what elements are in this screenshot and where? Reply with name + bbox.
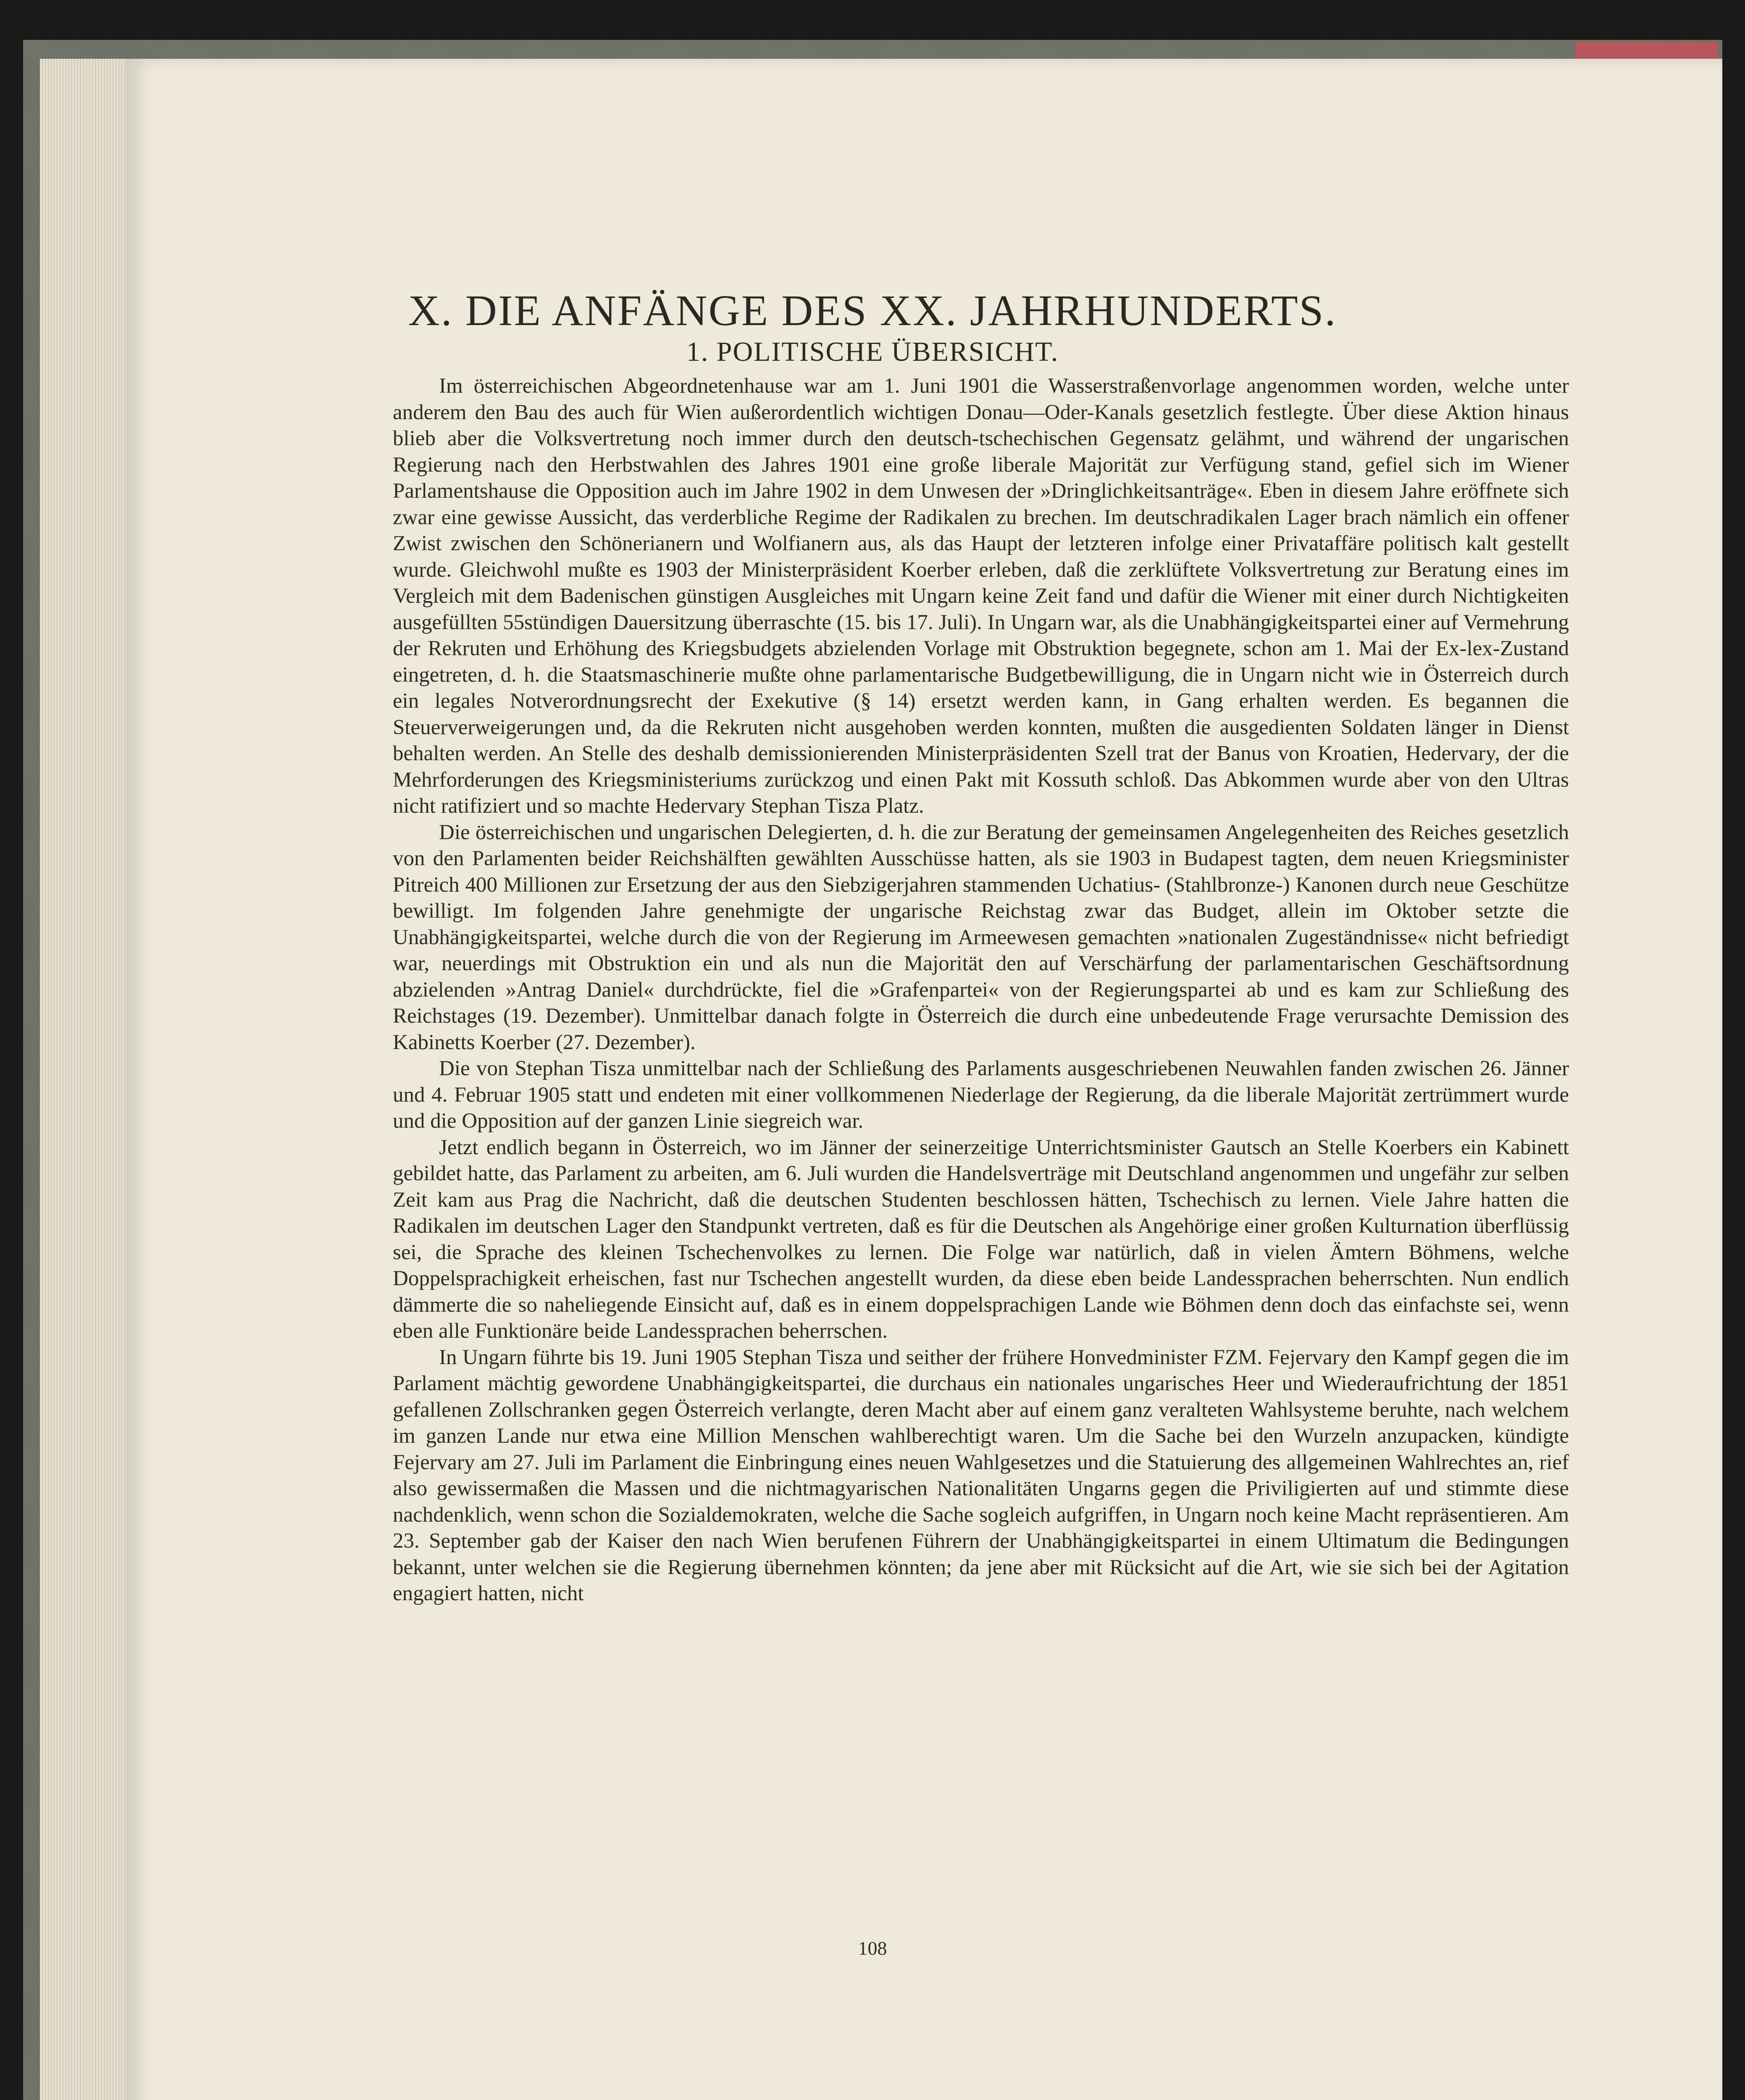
paragraph-4: Jetzt endlich begann in Österreich, wo im Jänner der seinerzeitige Unterrichtsminister Gautsch an Stelle Koerbers ein Kabinett gebildet hatte, das Parlament zu arbeiten, am 6. Juli wurden die Handelsverträge mit Deutschland angenommen und ungefähr zur selben Zeit kam aus Prag die Nachricht, daß die deutschen Studenten beschlossen hätten, Tschechisch zu lernen. Viele Jahre hatten die Radikalen im deutschen Lager den Standpunkt vertreten, daß es für die Deutschen als Angehörige einer großen Kulturnation überflüssig sei, die Sprache des kleinen Tschechenvolkes zu lernen. Die Folge war natürlich, daß in vielen Ämtern Böhmens, welche Doppelsprachigkeit erheischen, fast nur Tschechen angestellt wurden, da diese eben beide Landessprachen beherrschten. Nun endlich dämmerte die so naheliegende Einsicht auf, daß es in einem doppelsprachigen Lande wie Böhmen denn doch das einfachste sei, wenn eben alle Funktionäre beide Landessprachen beherrschen. <box>393 1135 1569 1343</box>
section-title: 1. POLITISCHE ÜBERSICHT. <box>686 336 1059 367</box>
paragraph-5: In Ungarn führte bis 19. Juni 1905 Stephan Tisza und seither der frühere Honvedminister FZM. Fejervary den Kampf gegen die im Parlament mächtig gewordene Unabhängigkeitspartei, die durchaus ein nationales ungarisches Heer und Wiederaufrichtung der 1851 gefallenen Zollschranken gegen Österreich verlangte, deren Macht aber auf einem ganz veralteten Wahlsysteme beruhte, nach welchem im ganzen Lande nur etwa eine Million Menschen wahlberechtigt waren. Um die Sache bei den Wurzeln anzupacken, kündigte Fejervary am 27. Juli im Parlament die Einbringung eines neuen Wahlgesetzes und die Statuierung des allgemeinen Wahlrechtes an, rief also gewissermaßen die Massen und die nichtmagyarischen Nationalitäten Ungarns gegen die Priviligierten auf und stimmte diese nachdenklich, wenn schon die Sozialdemokraten, welche die Sache sogleich aufgriffen, in Ungarn noch keine Macht repräsentieren. Am 23. September gab der Kaiser den nach Wien berufenen Führern der Unabhängigkeitspartei in einem Ultimatum die Bedingungen bekannt, unter welchen sie die Regierung übernehmen könnten; da jene aber mit Rücksicht auf die Art, wie sie sich bei der Agitation engagiert hatten, nicht <box>393 1345 1569 1605</box>
paragraph-2: Die österreichischen und ungarischen Delegierten, d. h. die zur Beratung der gemeinsamen Angelegenheiten des Reiches gesetzlich von den Parlamenten beider Reichshälften gewählten Ausschüsse hatten, als sie 1903 in Budapest tagten, dem neuen Kriegsminister Pitreich 400 Millionen zur Ersetzung der aus den Siebzigerjahren stammenden Uchatius- (Stahlbronze-) Kanonen durch neue Geschütze bewilligt. Im folgenden Jahre genehmigte der ungarische Reichstag zwar das Budget, allein im Oktober setzte die Unabhängigkeitspartei, welche durch die von der Regierung im Armeewesen gemachten »nationalen Zugeständnisse« nicht befriedigt war, neuerdings mit Obstruktion ein und als nun die Majorität den auf Verschärfung der parlamentarischen Geschäftsordnung abzielenden »Antrag Daniel« durchdrückte, fiel die »Grafenpartei« von der Regierungspartei ab und es kam zur Schließung des Reichstages (19. Dezember). Unmittelbar danach folgte in Österreich die durch eine unbedeutende Frage verursachte Demission des Kabinetts Koerber (27. Dezember). <box>393 820 1569 1054</box>
page-number: 108 <box>858 1937 887 1959</box>
cover-edge-binding <box>1575 42 1718 59</box>
chapter-title: X. DIE ANFÄNGE DES XX. JAHRHUNDERTS. <box>408 286 1337 335</box>
paragraph-3: Die von Stephan Tisza unmittelbar nach der Schließung des Parlaments ausgeschriebenen Neuwahlen fanden zwischen 26. Jänner und 4. Februar 1905 statt und endeten mit einer vollkommenen Niederlage der Regierung, da die liberale Majorität zertrümmert wurde und die Opposition auf der ganzen Linie siegreich war. <box>393 1057 1569 1133</box>
body-text <box>393 373 1569 1607</box>
paragraph-1: Im österreichischen Abgeordnetenhause war am 1. Juni 1901 die Wasserstraßenvorlage angenommen worden, welche unter anderem den Bau des auch für Wien außerordentlich wichtigen Donau—Oder-Kanals gesetzlich festlegte. Über diese Aktion hinaus blieb aber die Volksvertretung noch immer durch den deutsch-tschechischen Gegensatz gelähmt, und während der ungarischen Regierung nach den Herbstwahlen des Jahres 1901 eine große liberale Majorität zur Verfügung stand, gefiel sich im Wiener Parlamentshause die Opposition auch im Jahre 1902 in dem Unwesen der »Dringlichkeitsanträge«. Eben in diesem Jahre eröffnete sich zwar eine gewisse Aussicht, das verderbliche Regime der Radikalen zu brechen. Im deutschradikalen Lager brach nämlich ein offener Zwist zwischen den Schönerianern und Wolfianern aus, als das Haupt der letzteren infolge einer Privataffäre politisch kalt gestellt wurde. Gleichwohl mußte es 1903 der Ministerpräsident Koerber erleben, daß die zerklüftete Volksvertretung zur Beratung eines im Vergleich mit dem Badenischen günstigen Ausgleiches mit Ungarn keine Zeit fand und dafür die Wiener mit einer durch Nichtigkeiten ausgefüllten 55stündigen Dauersitzung überraschte (15. bis 17. Juli). In Ungarn war, als die Unabhängigkeitspartei einer auf Vermehrung der Rekruten und Erhöhung des Kriegsbudgets abzielenden Vorlage mit Obstruktion begegnete, schon am 1. Mai der Ex-lex-Zustand eingetreten, d. h. die Staatsmaschinerie mußte ohne parlamentarische Budgetbewilligung, die in Ungarn nicht wie in Österreich durch ein legales Notverordnungsrecht der Exekutive (§ 14) ersetzt werden kann, in Gang erhalten werden. Es begannen die Steuerverweigerungen und, da die Rekruten nicht ausgehoben werden konnten, mußten die ausgedienten Soldaten länger in Dienst behalten werden. An Stelle des deshalb demissionierenden Ministerpräsidenten Szell trat der Banus von Kroatien, Hedervary, der die Mehrforderungen des Kriegsministeriums zurückzog und einen Pakt mit Kossuth schloß. Das Abkommen wurde aber von den Ultras nicht ratifiziert und so machte Hedervary Stephan Tisza Platz. <box>393 374 1569 818</box>
